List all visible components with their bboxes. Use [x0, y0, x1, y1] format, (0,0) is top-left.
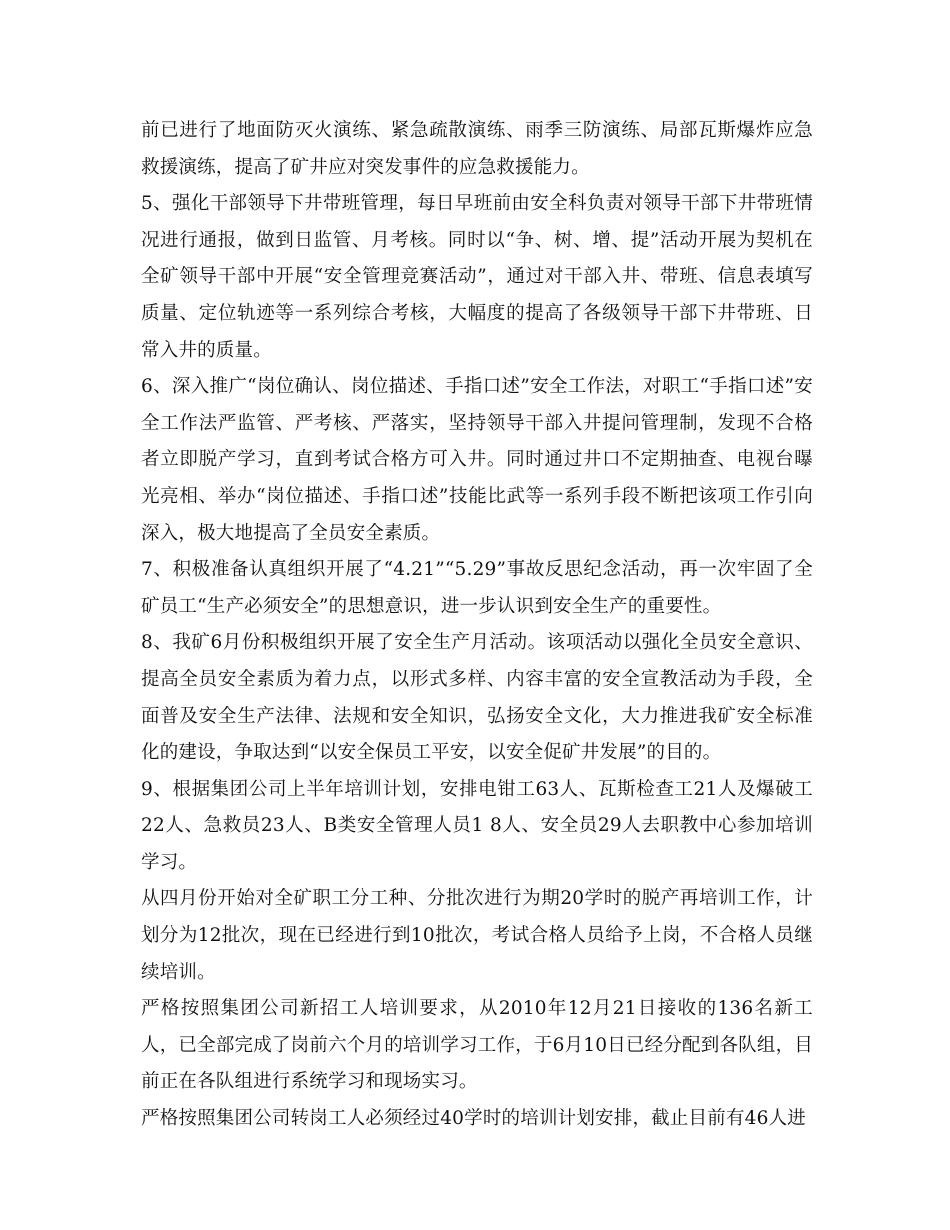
document-body [141, 113, 813, 1138]
paragraph-drill-continuation: 前已进行了地面防灭火演练、紧急疏散演练、雨季三防演练、局部瓦斯爆炸应急救援演练，提高了矿井应对突发事件的应急救援能力。 [141, 120, 813, 178]
paragraph-item-9: 9、根据集团公司上半年培训计划，安排电钳工63人、瓦斯检查工21人及爆破工22人、急救员23人、B类安全管理人员1 8人、安全员29人去职教中心参加培训学习。 [141, 778, 813, 873]
paragraph-item-8: 8、我矿6月份积极组织开展了安全生产月活动。该项活动以强化全员安全意识、提高全员安全素质为着力点，以形式多样、内容丰富的安全宣教活动为手段，全面普及安全生产法律、法规和安全知识，弘扬安全文化，大力推进我矿安全标准化的建设，争取达到“以安全保员工平安，以安全促矿井发展”的目的。 [141, 632, 813, 764]
paragraph-item-5: 5、强化干部领导下井带班管理，每日早班前由安全科负责对领导干部下井带班情况进行通报，做到日监管、月考核。同时以“争、树、增、提”活动开展为契机在全矿领导干部中开展“安全管理竞赛活动”，通过对干部入井、带班、信息表填写质量、定位轨迹等一系列综合考核，大幅度的提高了各级领导干部下井带班、日常入井的质量。 [141, 193, 813, 361]
paragraph-item-6: 6、深入推广“岗位确认、岗位描述、手指口述”安全工作法，对职工“手指口述”安全工作法严监管、严考核、严落实，坚持领导干部入井提问管理制，发现不合格者立即脱产学习，直到考试合格方可入井。同时通过井口不定期抽查、电视台曝光亮相、举办“岗位描述、手指口述”技能比武等一系列手段不断把该项工作引向深入，极大地提高了全员安全素质。 [141, 376, 813, 544]
paragraph-new-workers: 严格按照集团公司新招工人培训要求，从2010年12月21日接收的136名新工人，已全部完成了岗前六个月的培训学习工作，于6月10日已经分配到各队组，目前正在各队组进行系统学习和现场实习。 [141, 998, 813, 1093]
paragraph-retraining: 从四月份开始对全矿职工分工种、分批次进行为期20学时的脱产再培训工作，计划分为12批次，现在已经进行到10批次，考试合格人员给予上岗，不合格人员继续培训。 [141, 888, 813, 983]
paragraph-transfer-workers: 严格按照集团公司转岗工人必须经过40学时的培训计划安排，截止目前有46人进 [141, 1108, 806, 1130]
paragraph-item-7: 7、积极准备认真组织开展了“4.21”“5.29”事故反思纪念活动，再一次牢固了全矿员工“生产必须安全”的思想意识，进一步认识到安全生产的重要性。 [141, 559, 813, 617]
